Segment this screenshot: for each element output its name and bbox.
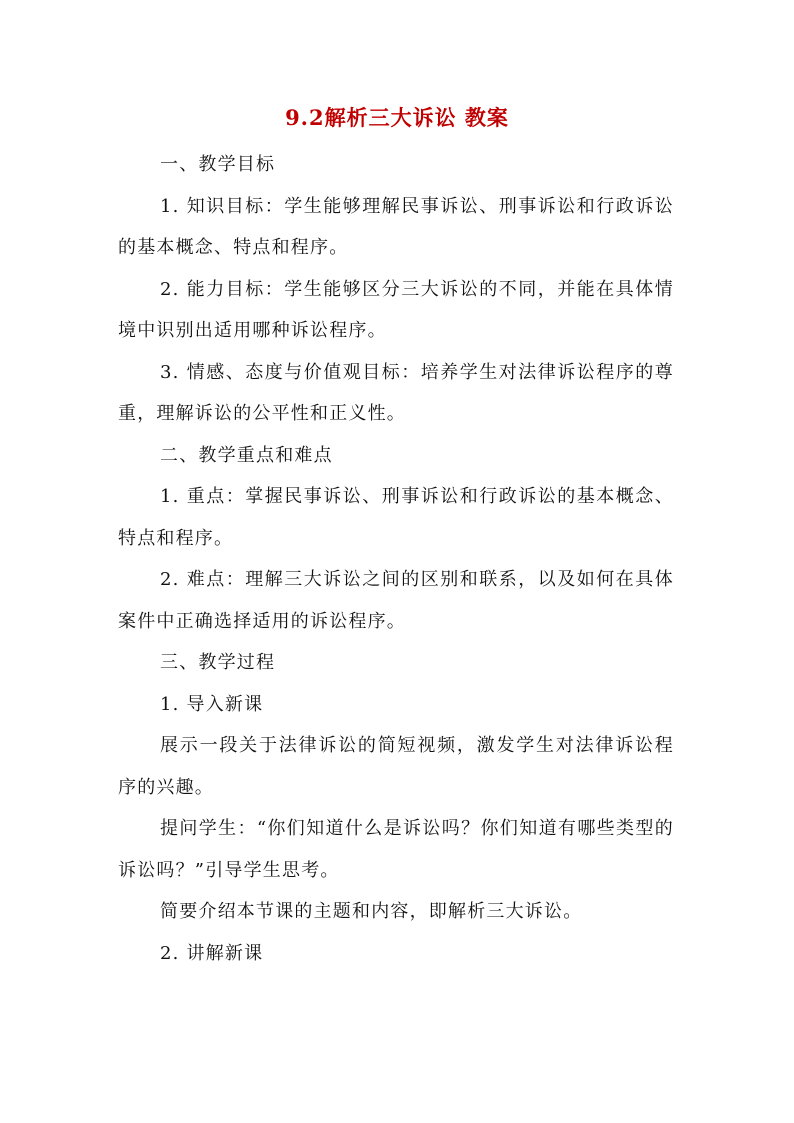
document-body	[118, 144, 674, 974]
paragraph-video: 展示一段关于法律诉讼的简短视频，激发学生对法律诉讼程序的兴趣。	[118, 735, 674, 798]
subheading-introduction: 1. 导入新课	[160, 693, 264, 715]
paragraph-key-point: 1. 重点：掌握民事诉讼、刑事诉讼和行政诉讼的基本概念、特点和程序。	[118, 486, 674, 549]
document-title: 9.2解析三大诉讼 教案	[285, 105, 509, 130]
section-heading-process: 三、教学过程	[160, 652, 276, 673]
paragraph-knowledge-objective: 1. 知识目标：学生能够理解民事诉讼、刑事诉讼和行政诉讼的基本概念、特点和程序。	[118, 195, 674, 258]
paragraph-ability-objective: 2. 能力目标：学生能够区分三大诉讼的不同，并能在具体情境中识别出适用哪种诉讼程序。	[118, 278, 674, 341]
section-heading-key-points: 二、教学重点和难点	[160, 444, 333, 466]
paragraph-topic-intro: 简要介绍本节课的主题和内容，即解析三大诉讼。	[160, 901, 583, 922]
section-heading-objectives: 一、教学目标	[160, 154, 276, 175]
paragraph-emotion-objective: 3. 情感、态度与价值观目标：培养学生对法律诉讼程序的尊重，理解诉讼的公平性和正义性。	[118, 361, 674, 424]
paragraph-question: 提问学生：“你们知道什么是诉讼吗？你们知道有哪些类型的诉讼吗？”引导学生思考。	[118, 818, 674, 881]
paragraph-difficult-point: 2. 难点：理解三大诉讼之间的区别和联系，以及如何在具体案件中正确选择适用的诉讼程序。	[118, 569, 674, 632]
subheading-new-lesson: 2. 讲解新课	[160, 942, 264, 964]
